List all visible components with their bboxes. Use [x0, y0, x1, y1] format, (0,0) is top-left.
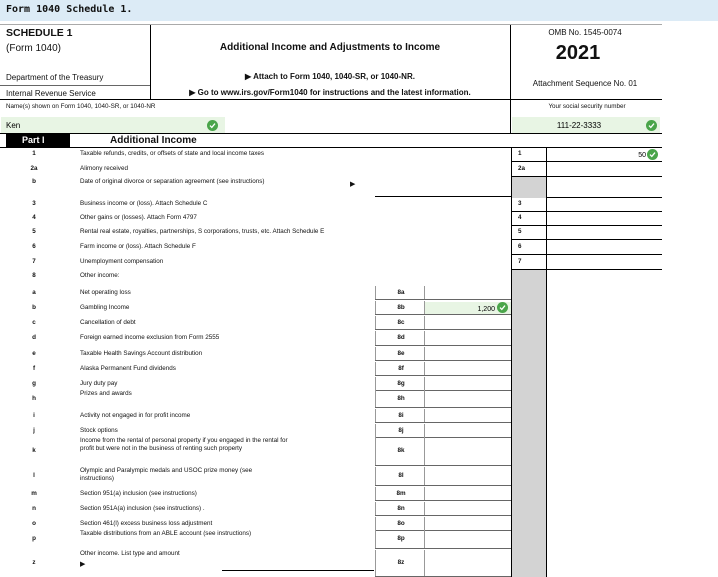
part-badge: [6, 134, 70, 147]
divider: [424, 347, 425, 360]
line-letter: d: [32, 334, 36, 341]
divider: [375, 345, 511, 346]
line-letter: n: [32, 505, 36, 512]
divider: [511, 176, 662, 177]
divider: [375, 301, 376, 314]
line-amount-input[interactable]: [548, 165, 646, 175]
line-description: Activity not engaged in for profit income: [80, 412, 191, 419]
line-description: Stock options: [80, 427, 118, 434]
ssn-label: Your social security number: [548, 103, 626, 110]
name-verified-icon: [207, 120, 218, 131]
divider: [375, 502, 376, 515]
divider: [375, 517, 376, 530]
line-box-label: 8k: [397, 447, 405, 454]
line-description: Net operating loss: [80, 289, 131, 296]
line-amount-input[interactable]: [427, 350, 507, 360]
line-letter: p: [32, 535, 36, 542]
line-amount-input[interactable]: [427, 490, 507, 500]
form-label: (Form 1040): [6, 43, 62, 54]
line-description: Section 461(l) excess business loss adjustment: [80, 520, 213, 527]
divider: [424, 316, 425, 329]
line-description: Alimony received: [80, 165, 128, 172]
name-label: Name(s) shown on Form 1040, 1040-SR, or 1040-NR: [6, 103, 156, 110]
line-box-label: 7: [518, 258, 522, 265]
department-label: Department of the Treasury: [6, 73, 104, 82]
line-description: Unemployment compensation: [80, 258, 164, 265]
line-box-label: 8h: [397, 395, 405, 402]
line-amount-input[interactable]: [427, 365, 507, 375]
divider: [375, 485, 511, 486]
line-box-label: 8i: [398, 412, 404, 419]
line-number: 8: [32, 272, 36, 279]
divider: [375, 360, 511, 361]
line-box-label: 8e: [397, 350, 405, 357]
line-description: Jury duty pay: [80, 380, 118, 387]
divider: [375, 465, 511, 466]
line-amount-input[interactable]: [548, 243, 646, 253]
line-description: Business income or (loss). Attach Schedule C: [80, 200, 208, 207]
line-amount-input[interactable]: [548, 150, 646, 160]
divider: [424, 362, 425, 375]
divider: [375, 467, 376, 485]
divider: [375, 437, 376, 465]
other-income-type-input[interactable]: [224, 560, 372, 570]
line-description: Foreign earned income exclusion from Form 2555: [80, 334, 220, 341]
line-letter: j: [33, 427, 35, 434]
line-amount-input[interactable]: [427, 380, 507, 390]
line-description: Taxable Health Savings Account distribution: [80, 350, 203, 357]
line-letter: e: [32, 350, 36, 357]
line-box-label: 1: [518, 150, 522, 157]
divider: [424, 377, 425, 390]
divider: [375, 409, 376, 422]
divider: [511, 211, 662, 212]
divider: [424, 487, 425, 500]
divider: [375, 437, 511, 438]
line-box-label: 4: [518, 214, 522, 221]
divider: [375, 347, 376, 360]
line-amount-input[interactable]: [427, 505, 507, 515]
divider: [511, 161, 662, 162]
line-description: Alaska Permanent Fund dividends: [80, 365, 176, 372]
line-box-label: 2a: [518, 165, 526, 172]
line-letter: b: [32, 304, 36, 311]
divider: [511, 239, 662, 240]
line-amount-input[interactable]: [427, 472, 507, 482]
line-description: Other income:: [80, 272, 120, 279]
divider: [375, 286, 376, 299]
divider: [424, 517, 425, 530]
divider: [424, 390, 425, 407]
line-amount-input[interactable]: [548, 200, 646, 210]
divider: [424, 550, 425, 576]
line-description: Section 951(a) inclusion (see instructions): [80, 490, 197, 497]
omb-number: OMB No. 1545-0074: [548, 28, 622, 37]
divider: [511, 225, 662, 226]
amount-verified-icon: [647, 149, 658, 160]
part-label: Part I: [22, 135, 45, 145]
divider: [375, 377, 376, 390]
attach-instruction: ▶ Attach to Form 1040, 1040-SR, or 1040-NR.: [245, 72, 415, 81]
arrow-icon: ▶: [80, 561, 86, 568]
line-description: Taxable refunds, credits, or offsets of state and local income taxes: [80, 150, 264, 157]
divider: [424, 409, 425, 422]
line-amount-input[interactable]: [427, 319, 507, 329]
line-amount-input[interactable]: [427, 520, 507, 530]
line-number: 7: [32, 258, 36, 265]
line-box-label: 3: [518, 200, 522, 207]
line-description: Other gains or (losses). Attach Form 4797: [80, 214, 197, 221]
line-box-label: 8a: [397, 289, 405, 296]
line-box-label: 8d: [397, 334, 405, 341]
line-letter: f: [32, 365, 36, 372]
line-box-label: 8c: [397, 319, 405, 326]
line-box-label: 6: [518, 243, 522, 250]
line-letter: z: [32, 559, 36, 566]
line-letter: l: [33, 472, 35, 479]
line-description: Gambling Income: [80, 304, 130, 311]
arrow-icon: ▶: [350, 181, 356, 188]
line-amount-input[interactable]: [548, 258, 646, 268]
line-amount-input[interactable]: [427, 289, 507, 299]
line-number: 4: [32, 214, 36, 221]
line-description: Other income. List type and amount: [80, 550, 180, 557]
divider: [424, 331, 425, 345]
line-letter: m: [31, 490, 37, 497]
divider: [424, 437, 425, 465]
line-amount-input[interactable]: [427, 395, 507, 405]
line-box-label: 8z: [397, 559, 405, 566]
line-box-label: 8l: [398, 472, 404, 479]
date-underline: [375, 196, 511, 197]
line-box-label: 8j: [398, 427, 404, 434]
divider: [0, 99, 662, 100]
line-description: Olympic and Paralympic medals and USOC prize money (see instructions): [80, 467, 253, 482]
divider: [375, 550, 376, 576]
divider: [375, 316, 376, 329]
divider: [424, 530, 425, 548]
divider: [375, 500, 511, 501]
line-amount-input[interactable]: [548, 214, 646, 224]
attachment-sequence: Attachment Sequence No. 01: [532, 79, 638, 88]
divider: [511, 254, 662, 255]
line-amount-input[interactable]: [427, 559, 507, 569]
divider: [375, 375, 511, 376]
line-description: Farm income or (loss). Attach Schedule F: [80, 243, 196, 250]
line-box-label: 8b: [397, 304, 405, 311]
schedule-label: SCHEDULE 1: [6, 27, 73, 39]
line-amount-input[interactable]: [427, 535, 507, 545]
divider: [424, 424, 425, 437]
page-title: Additional Income and Adjustments to Income: [219, 42, 441, 53]
divider: [546, 197, 662, 198]
line-number: 1: [32, 150, 36, 157]
divider: [375, 515, 511, 516]
line-letter: a: [32, 289, 36, 296]
divider: [0, 147, 662, 148]
divider: [375, 530, 376, 548]
divider: [375, 548, 511, 549]
ssn-verified-icon: [646, 120, 657, 131]
line-description: Cancellation of debt: [80, 319, 136, 326]
divorce-date-input[interactable]: [378, 185, 506, 195]
shaded-cell: [511, 176, 546, 198]
line-number: 6: [32, 243, 36, 250]
line-number: 3: [32, 200, 36, 207]
line-letter: k: [32, 447, 36, 454]
line-description: Income from the rental of personal property if you engaged in the rental for profit but were not in the business of renting such property: [80, 437, 288, 452]
ssn-input[interactable]: [512, 119, 646, 131]
service-label: Internal Revenue Service: [6, 89, 96, 98]
divider: [375, 362, 376, 375]
amount-verified-icon: [497, 302, 508, 313]
divider: [375, 424, 376, 437]
part-title: Additional Income: [110, 135, 197, 146]
name-input[interactable]: [6, 119, 196, 131]
line-letter: g: [32, 380, 36, 387]
line-description: Prizes and awards: [80, 390, 132, 397]
line-box-label: 8g: [397, 380, 405, 387]
line-box-label: 5: [518, 228, 522, 235]
line-amount-input[interactable]: [427, 304, 495, 314]
shaded-column: [511, 270, 546, 577]
line-description: Section 951A(a) inclusion (see instructions) .: [80, 505, 205, 512]
window-titlebar: [0, 0, 718, 21]
line-amount-input[interactable]: [427, 427, 507, 437]
line-box-label: 8o: [397, 520, 405, 527]
divider: [375, 331, 376, 345]
line-letter: h: [32, 395, 36, 402]
line-amount-input[interactable]: [427, 412, 507, 422]
window-title: Form 1040 Schedule 1.: [6, 4, 133, 15]
divider: [375, 329, 511, 330]
line-number: 2a: [30, 165, 38, 172]
divider: [0, 85, 150, 86]
divider: [424, 286, 425, 299]
line-letter: o: [32, 520, 36, 527]
divider: [375, 299, 511, 300]
tax-year: 2021: [555, 42, 601, 64]
divider: [375, 390, 376, 407]
line-box-label: 8m: [396, 490, 406, 497]
line-description: Rental real estate, royalties, partnerships, S corporations, trusts, etc. Attach Schedule E: [80, 228, 325, 235]
line-box-label: 8n: [397, 505, 405, 512]
divider: [375, 407, 511, 408]
line-description: Taxable distributions from an ABLE account (see instructions): [80, 530, 252, 537]
line-number: 5: [32, 228, 36, 235]
divider: [375, 422, 511, 423]
line-box-label: 8p: [397, 535, 405, 542]
divider: [424, 467, 425, 485]
goto-instruction: ▶ Go to www.irs.gov/Form1040 for instructions and the latest information.: [189, 88, 471, 97]
line-amount-input[interactable]: [427, 334, 507, 344]
line-amount-input[interactable]: [548, 228, 646, 238]
line-box-label: 8f: [398, 365, 404, 372]
line-letter: c: [32, 319, 36, 326]
divider: [511, 269, 662, 270]
divider: [510, 99, 511, 133]
divider: [0, 133, 662, 134]
type-underline: [222, 570, 374, 571]
divider: [375, 487, 376, 500]
divider: [0, 24, 662, 25]
line-letter: i: [33, 412, 35, 419]
divider: [424, 502, 425, 515]
line-description: Date of original divorce or separation agreement (see instructions): [80, 178, 265, 185]
divider: [375, 314, 511, 315]
line-number: b: [32, 178, 36, 185]
line-amount-input[interactable]: [427, 447, 507, 457]
divider: [375, 530, 511, 531]
divider: [375, 390, 511, 391]
